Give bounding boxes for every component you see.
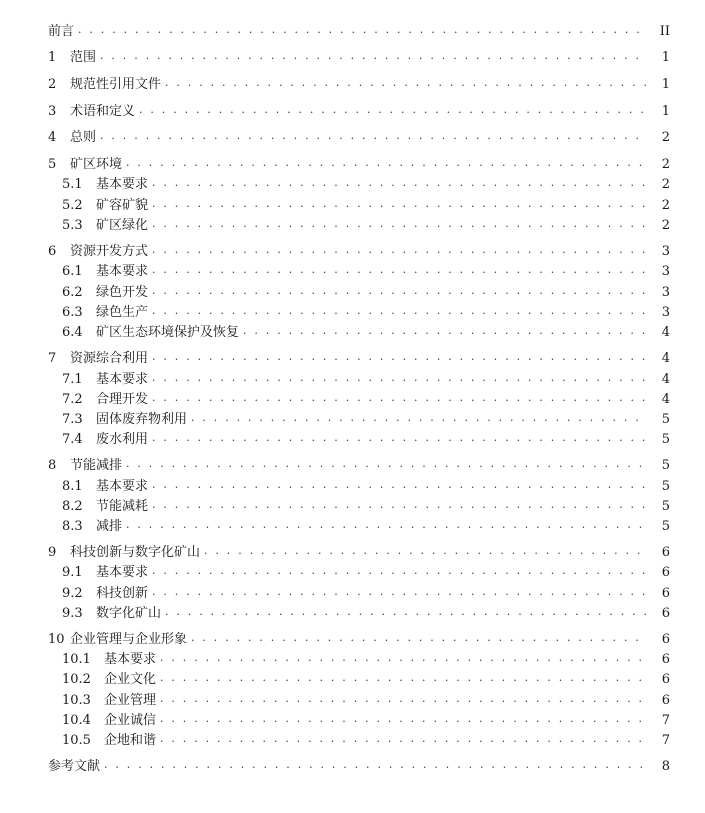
toc-entry[interactable] xyxy=(48,456,670,476)
toc-page-number: 4 xyxy=(661,392,670,407)
dot-leader xyxy=(204,543,646,563)
toc-section-title: 前言 xyxy=(48,24,75,39)
toc-entry[interactable] xyxy=(62,584,670,604)
dot-leader xyxy=(152,283,646,303)
toc-section-number: 2 xyxy=(48,77,57,92)
toc-page-number: 2 xyxy=(661,177,670,192)
toc-page-number: 6 xyxy=(661,632,670,647)
toc-entry[interactable] xyxy=(62,410,670,430)
dot-leader xyxy=(152,370,646,390)
toc-page-number: 5 xyxy=(661,412,670,427)
toc-section-title: 基本要求 xyxy=(96,372,149,387)
toc-entry[interactable] xyxy=(48,242,670,262)
toc-section-number: 7.1 xyxy=(62,372,83,387)
toc-page-number: 3 xyxy=(661,264,670,279)
dot-leader xyxy=(152,196,646,216)
toc-entry[interactable] xyxy=(62,196,670,216)
toc-page-number: 6 xyxy=(661,545,670,560)
toc-section-number: 5.1 xyxy=(62,177,83,192)
toc-section-title: 企业管理与企业形象 xyxy=(70,632,188,647)
toc-section-number: 10.5 xyxy=(62,733,91,748)
toc-section-title: 总则 xyxy=(70,130,97,145)
toc-section-title: 绿色开发 xyxy=(96,285,149,300)
toc-section-title: 参考文献 xyxy=(48,759,101,774)
toc-page-number: 4 xyxy=(661,372,670,387)
toc-entry[interactable] xyxy=(48,48,670,68)
toc-section-number: 9.1 xyxy=(62,565,83,580)
toc-page-number: 5 xyxy=(661,458,670,473)
toc-section-title: 矿区环境 xyxy=(70,157,123,172)
dot-leader xyxy=(152,477,646,497)
toc-section-number: 5 xyxy=(48,157,57,172)
toc-page-number: 6 xyxy=(661,586,670,601)
toc-page-number: 5 xyxy=(661,499,670,514)
dot-leader xyxy=(160,670,646,690)
toc-section-number: 6.2 xyxy=(62,285,83,300)
dot-leader xyxy=(152,303,646,323)
toc-entry[interactable] xyxy=(62,283,670,303)
toc-entry[interactable] xyxy=(62,303,670,323)
toc-section-number: 8.3 xyxy=(62,519,83,534)
toc-section-title: 矿容矿貌 xyxy=(96,198,149,213)
toc-page-number: 3 xyxy=(661,285,670,300)
dot-leader xyxy=(160,711,646,731)
toc-section-title: 术语和定义 xyxy=(70,104,136,119)
dot-leader xyxy=(100,48,646,68)
toc-page-number: 1 xyxy=(661,104,670,119)
toc-section-number: 5.2 xyxy=(62,198,83,213)
toc-page-number: 2 xyxy=(661,157,670,172)
toc-page-number: 2 xyxy=(661,130,670,145)
toc-section-number: 10 xyxy=(48,632,65,647)
dot-leader xyxy=(100,128,646,148)
dot-leader xyxy=(160,691,646,711)
toc-entry[interactable] xyxy=(62,731,670,751)
toc-section-number: 9 xyxy=(48,545,57,560)
toc-section-title: 基本要求 xyxy=(96,565,149,580)
toc-section-number: 8.2 xyxy=(62,499,83,514)
dot-leader xyxy=(126,517,646,537)
toc-page-number: 1 xyxy=(661,77,670,92)
toc-section-title: 资源综合利用 xyxy=(70,351,149,366)
toc-section-number: 1 xyxy=(48,50,57,65)
dot-leader xyxy=(191,630,646,650)
dot-leader xyxy=(243,323,646,343)
toc-page-number: 3 xyxy=(661,244,670,259)
toc-entry[interactable] xyxy=(48,128,670,148)
toc-section-title: 固体废弃物利用 xyxy=(96,412,188,427)
toc-section-title: 绿色生产 xyxy=(96,305,149,320)
toc-section-number: 7.4 xyxy=(62,432,83,447)
toc-section-title: 数字化矿山 xyxy=(96,606,162,621)
dot-leader xyxy=(191,410,646,430)
toc-section-number: 5.3 xyxy=(62,218,83,233)
toc-entry[interactable] xyxy=(62,604,670,624)
toc-section-number: 8 xyxy=(48,458,57,473)
toc-section-title: 节能减排 xyxy=(70,458,123,473)
toc-section-title: 节能减耗 xyxy=(96,499,149,514)
toc-section-number: 10.4 xyxy=(62,713,91,728)
toc-page-number: 2 xyxy=(661,218,670,233)
dot-leader xyxy=(152,430,646,450)
toc-section-title: 科技创新 xyxy=(96,586,149,601)
toc-section-number: 9.2 xyxy=(62,586,83,601)
toc-section-number: 6.4 xyxy=(62,325,83,340)
toc-entry[interactable] xyxy=(62,370,670,390)
toc-section-title: 减排 xyxy=(96,519,123,534)
toc-entry[interactable] xyxy=(62,430,670,450)
toc-section-number: 10.2 xyxy=(62,672,91,687)
dot-leader xyxy=(152,584,646,604)
dot-leader xyxy=(152,390,646,410)
toc-section-title: 矿区生态环境保护及恢复 xyxy=(96,325,240,340)
toc-entry[interactable] xyxy=(62,216,670,236)
toc-entry[interactable] xyxy=(62,517,670,537)
toc-section-title: 矿区绿化 xyxy=(96,218,149,233)
toc-section-number: 8.1 xyxy=(62,479,83,494)
toc-entry[interactable] xyxy=(48,155,670,175)
toc-entry[interactable] xyxy=(62,477,670,497)
dot-leader xyxy=(126,456,646,476)
toc-section-title: 基本要求 xyxy=(96,479,149,494)
toc-page-number: 3 xyxy=(661,305,670,320)
toc-entry[interactable] xyxy=(62,390,670,410)
toc-section-title: 基本要求 xyxy=(96,177,149,192)
toc-section-title: 基本要求 xyxy=(104,652,157,667)
toc-page-number: 5 xyxy=(661,519,670,534)
toc-entry[interactable] xyxy=(48,630,670,650)
toc-section-title: 范围 xyxy=(70,50,97,65)
dot-leader xyxy=(104,757,646,777)
dot-leader xyxy=(152,216,646,236)
toc-entry[interactable] xyxy=(62,497,670,517)
toc-section-title: 科技创新与数字化矿山 xyxy=(70,545,201,560)
dot-leader xyxy=(139,102,646,122)
toc-section-number: 7 xyxy=(48,351,57,366)
dot-leader xyxy=(160,650,646,670)
toc-page-number: 2 xyxy=(661,198,670,213)
toc-entry[interactable] xyxy=(48,543,670,563)
toc-section-title: 合理开发 xyxy=(96,392,149,407)
toc-page-number: II xyxy=(659,24,670,39)
toc-section-number: 9.3 xyxy=(62,606,83,621)
toc-entry[interactable] xyxy=(62,711,670,731)
toc-page-number: 5 xyxy=(661,432,670,447)
toc-page-number: 5 xyxy=(661,479,670,494)
dot-leader xyxy=(152,497,646,517)
dot-leader xyxy=(152,563,646,583)
toc-section-number: 10.3 xyxy=(62,693,91,708)
toc-entry[interactable] xyxy=(62,323,670,343)
toc-section-title: 企业诚信 xyxy=(104,713,157,728)
toc-page-number: 6 xyxy=(661,606,670,621)
toc-entry[interactable] xyxy=(48,102,670,122)
toc-entry[interactable] xyxy=(62,563,670,583)
toc-section-number: 6.3 xyxy=(62,305,83,320)
toc-entry[interactable] xyxy=(62,175,670,195)
toc-page-number: 8 xyxy=(661,759,670,774)
dot-leader xyxy=(160,731,646,751)
dot-leader xyxy=(78,22,646,42)
toc-page-number: 4 xyxy=(661,325,670,340)
toc-entry[interactable] xyxy=(62,650,670,670)
toc-page-number: 7 xyxy=(661,733,670,748)
toc-section-number: 3 xyxy=(48,104,57,119)
toc-section-title: 企业文化 xyxy=(104,672,157,687)
toc-section-number: 6 xyxy=(48,244,57,259)
toc-page-number: 6 xyxy=(661,565,670,580)
toc-entry[interactable] xyxy=(62,670,670,690)
toc-section-number: 6.1 xyxy=(62,264,83,279)
toc-page-number: 6 xyxy=(661,672,670,687)
toc-entry[interactable] xyxy=(48,22,670,42)
toc-section-number: 7.3 xyxy=(62,412,83,427)
toc-entry[interactable] xyxy=(62,691,670,711)
dot-leader xyxy=(165,604,646,624)
toc-page-number: 7 xyxy=(661,713,670,728)
toc-section-title: 废水利用 xyxy=(96,432,149,447)
toc-section-title: 资源开发方式 xyxy=(70,244,149,259)
toc-entry[interactable] xyxy=(48,757,670,777)
toc-section-title: 企业管理 xyxy=(104,693,157,708)
toc-section-title: 企地和谐 xyxy=(104,733,157,748)
toc-section-title: 基本要求 xyxy=(96,264,149,279)
toc-page-number: 1 xyxy=(661,50,670,65)
toc-entry[interactable] xyxy=(62,262,670,282)
dot-leader xyxy=(126,155,646,175)
dot-leader xyxy=(165,75,646,95)
toc-entry[interactable] xyxy=(48,75,670,95)
toc-entry[interactable] xyxy=(48,349,670,369)
toc-section-number: 7.2 xyxy=(62,392,83,407)
toc-section-number: 4 xyxy=(48,130,57,145)
dot-leader xyxy=(152,349,646,369)
toc-page-number: 4 xyxy=(661,351,670,366)
toc-page-number: 6 xyxy=(661,693,670,708)
toc-section-number: 10.1 xyxy=(62,652,91,667)
toc-section-title: 规范性引用文件 xyxy=(70,77,162,92)
dot-leader xyxy=(152,175,646,195)
dot-leader xyxy=(152,262,646,282)
dot-leader xyxy=(152,242,646,262)
toc-page-number: 6 xyxy=(661,652,670,667)
